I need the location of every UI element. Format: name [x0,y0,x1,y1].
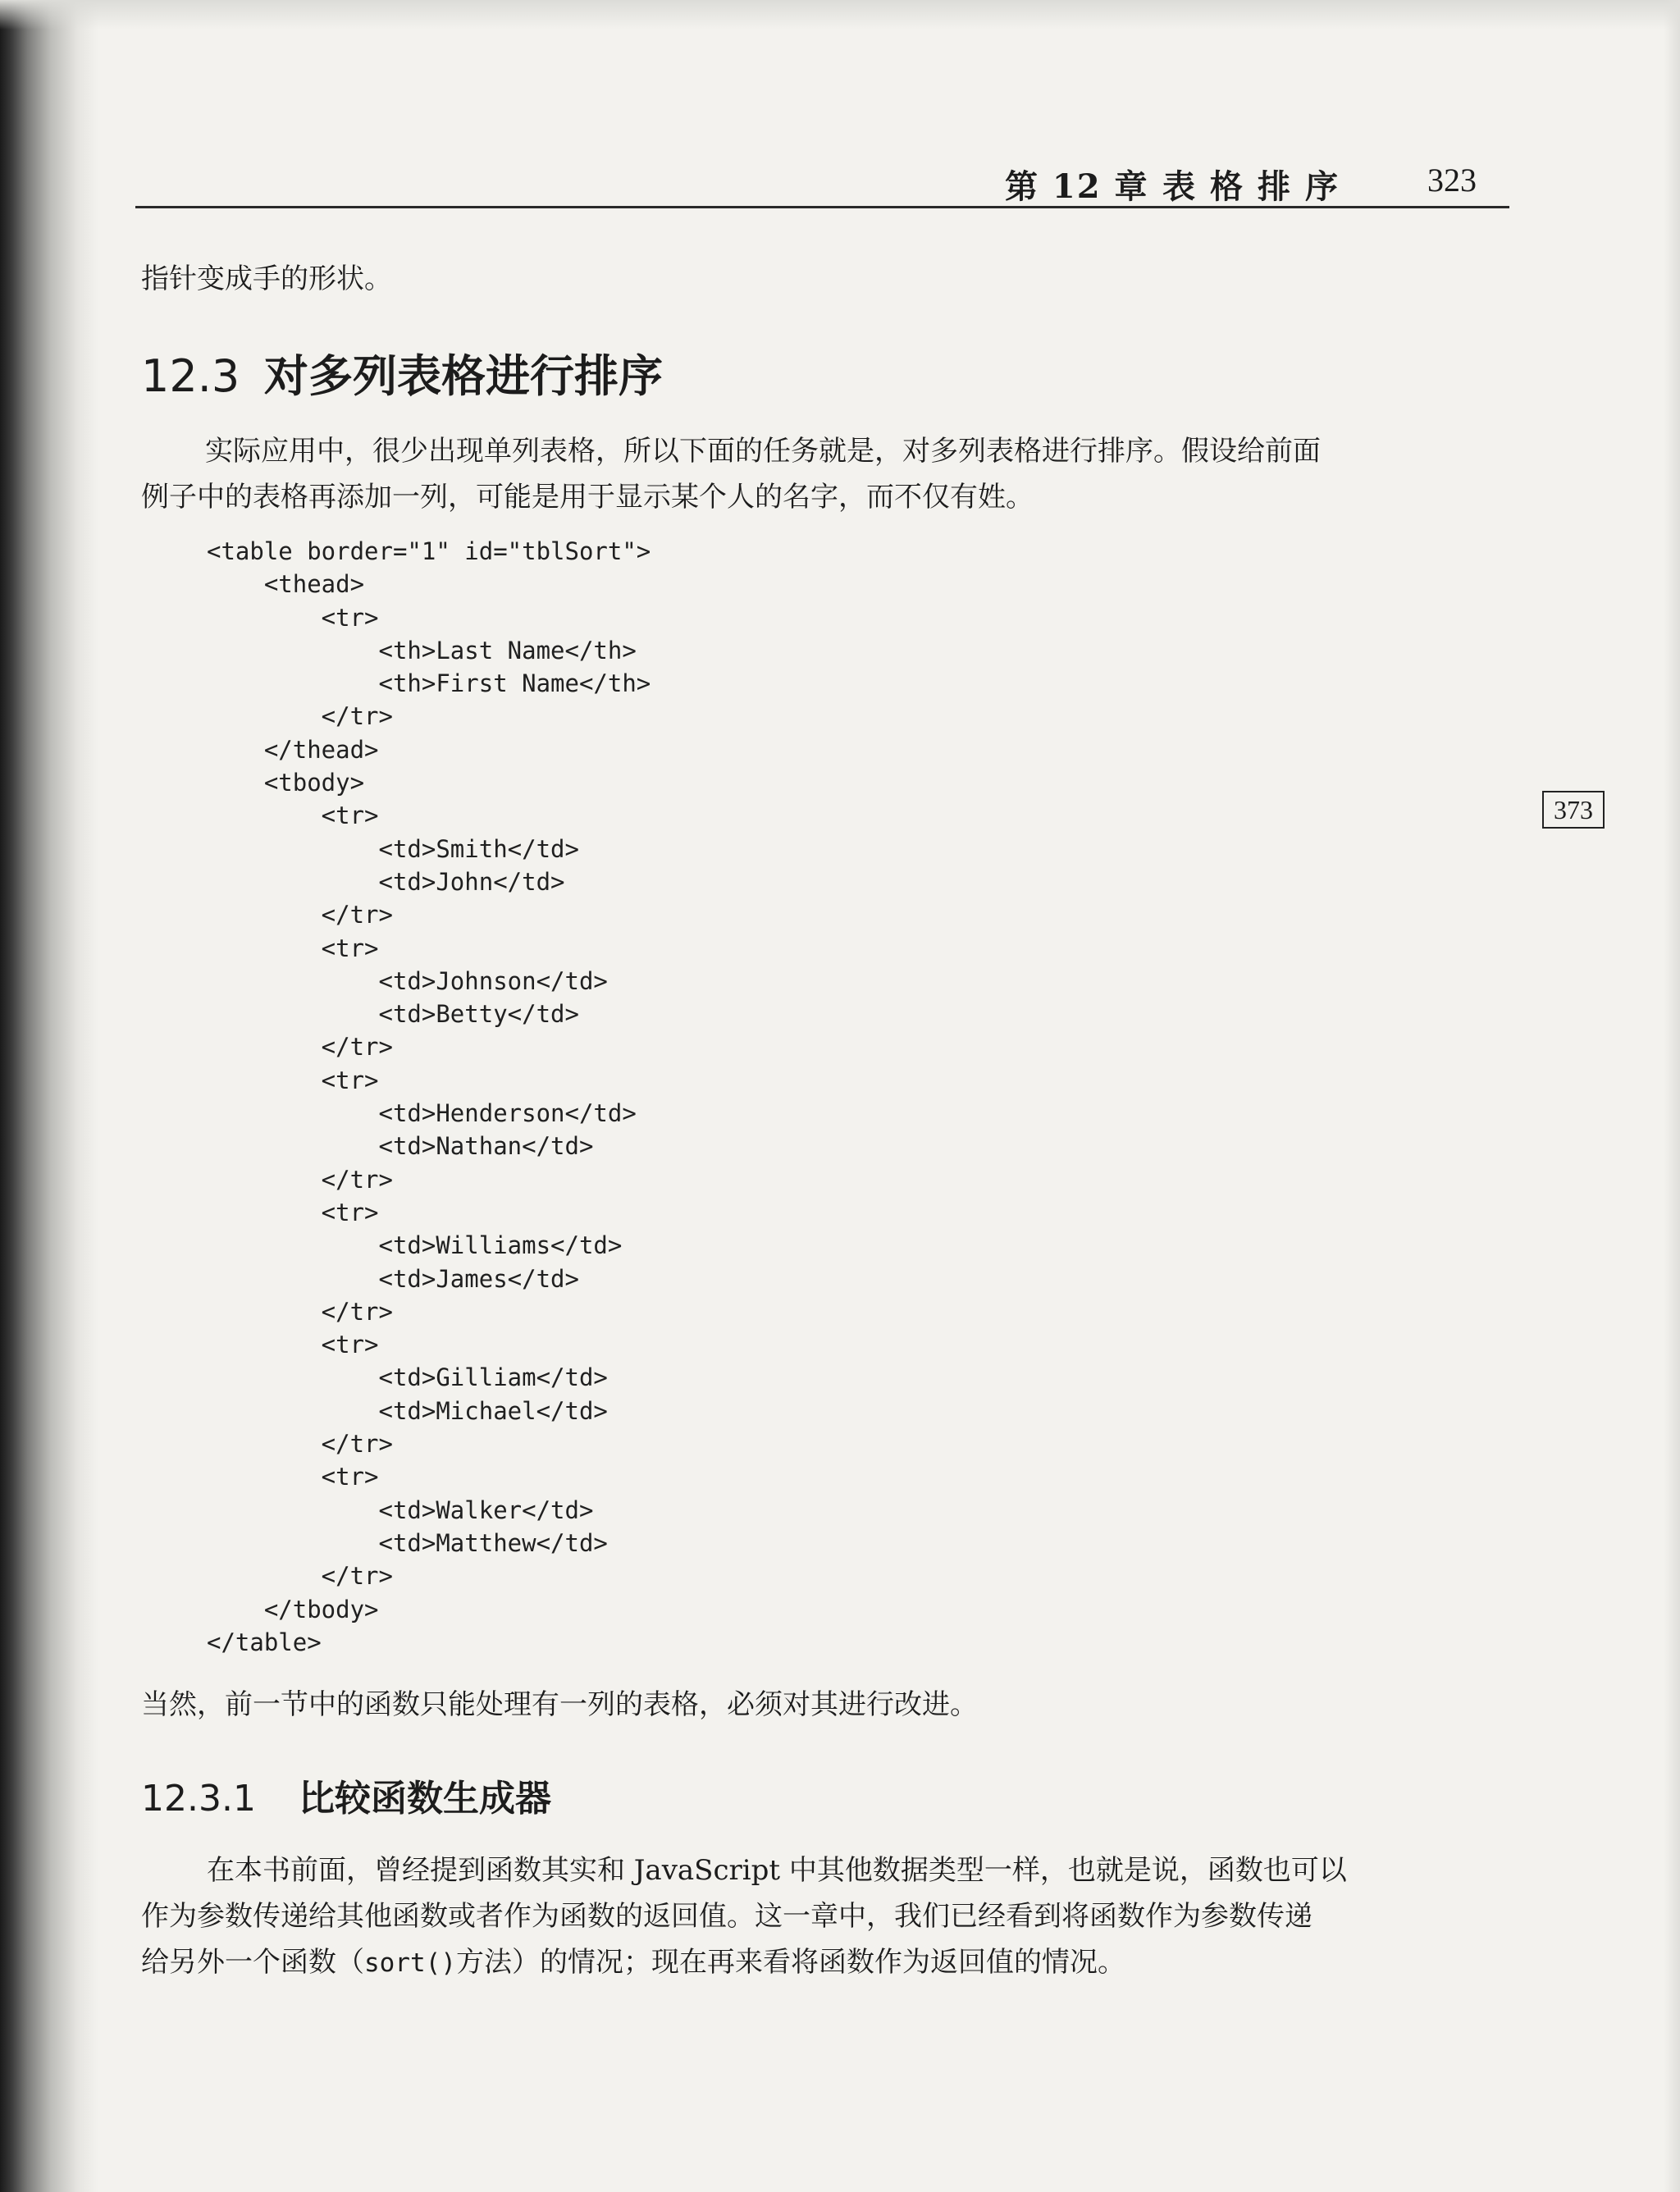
code-line: <tr> [207,1463,379,1491]
code-line: </tr> [207,1297,393,1326]
header-chapter: 第 12 章 [1005,167,1149,206]
margin-page-reference: 373 [1542,791,1605,829]
code-line: <th>Last Name</th> [207,636,637,664]
code-line: <td>Walker</td> [207,1496,594,1524]
code-line: <td>Betty</td> [207,1000,579,1029]
code-line: <td>Smith</td> [207,834,579,863]
code-line: </thead> [207,735,379,764]
code-line: </tr> [207,1430,393,1459]
code-line: </tr> [207,702,393,731]
code-line: <td>Nathan</td> [207,1132,594,1161]
section-number: 12.3 [141,350,240,402]
code-line: <tr> [207,603,379,632]
section-title: 对多列表格进行排序 [264,350,663,402]
code-line: <table border="1" id="tblSort"> [207,537,651,565]
section-heading [141,341,663,404]
code-line: <tr> [207,801,379,830]
code-line: <tr> [207,1331,379,1359]
code-line: <tr> [207,1066,379,1094]
header-title: 表格排序 [1162,167,1353,206]
subsection-paragraph-line-3 [141,1941,1125,1984]
running-header [135,153,1509,210]
code-line: <td>James</td> [207,1264,579,1293]
code-line: </tr> [207,1033,393,1062]
top-edge-shadow [0,0,1680,30]
code-line: <td>Henderson</td> [207,1099,637,1128]
code-line: <td>Gilliam</td> [207,1363,608,1392]
page-number: 323 [1427,162,1477,199]
header-rule [135,206,1509,208]
subsection-number: 12.3.1 [141,1778,256,1820]
code-line: <tr> [207,934,379,962]
section-paragraph-line-2: 例子中的表格再添加一列，可能是用于显示某个人的名字，而不仅有姓。 [141,481,1034,514]
code-line: </tr> [207,1165,393,1194]
subsection-paragraph-line-2: 作为参数传递给其他函数或者作为函数的返回值。这一章中，我们已经看到将函数作为参数传递 [141,1900,1312,1933]
code-line: <td>Matthew</td> [207,1528,608,1557]
code-line: <td>John</td> [207,867,565,896]
line3-text-before: 给另外一个函数（ [141,1946,364,1979]
code-line: <td>Michael</td> [207,1396,608,1425]
right-edge-shadow [1664,0,1680,2192]
code-line: </tr> [207,1562,393,1591]
subsection-title: 比较函数生成器 [299,1778,551,1820]
subsection-paragraph-line-1: 在本书前面，曾经提到函数其实和 JavaScript 中其他数据类型一样，也就是说，函数也可以 [207,1854,1347,1887]
code-line: <tbody> [207,769,365,797]
binding-shadow [0,0,98,2192]
code-line: <th>First Name</th> [207,669,651,698]
code-line: <td>Williams</td> [207,1231,623,1260]
subsection-heading [141,1769,551,1821]
code-line: <tr> [207,1198,379,1226]
code-listing [207,535,651,1659]
section-paragraph-line-1: 实际应用中，很少出现单列表格，所以下面的任务就是，对多列表格进行排序。假设给前面 [205,435,1321,468]
code-line: </tbody> [207,1595,379,1623]
code-line: <td>Johnson</td> [207,966,608,995]
inline-code-sort: sort() [364,1948,456,1978]
code-line: <thead> [207,570,365,599]
after-code-paragraph: 当然，前一节中的函数只能处理有一列的表格，必须对其进行改进。 [141,1688,978,1721]
code-line: </tr> [207,901,393,929]
intro-line: 指针变成手的形状。 [141,263,392,295]
line3-text-after: 方法）的情况；现在再来看将函数作为返回值的情况。 [455,1946,1125,1979]
code-line: </table> [207,1628,322,1656]
